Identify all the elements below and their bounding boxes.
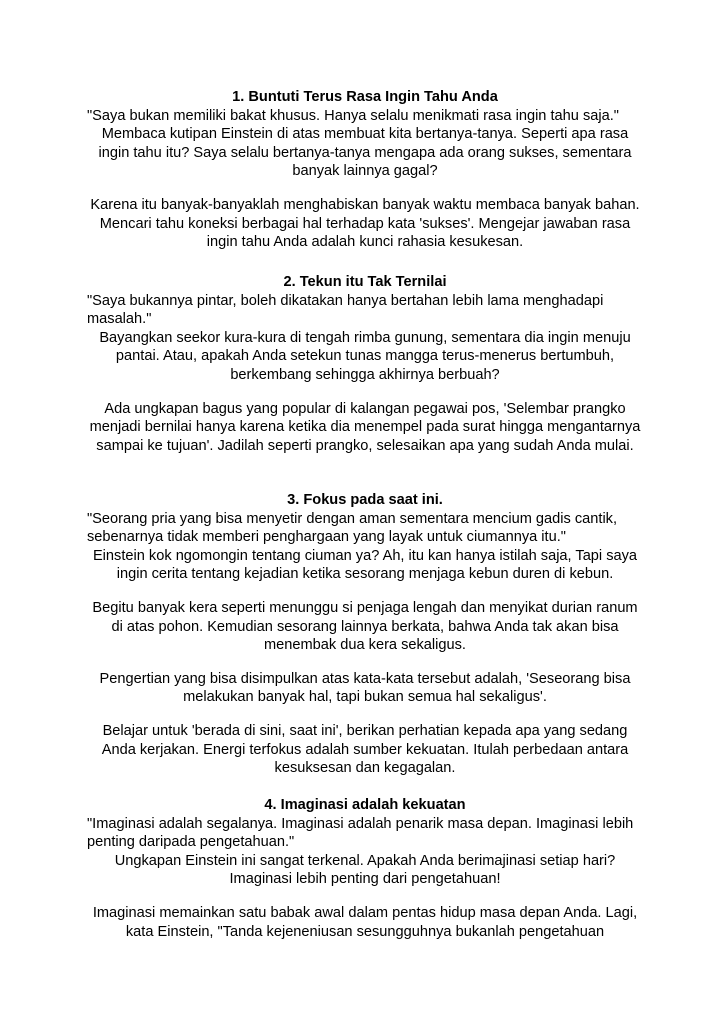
section-title: 3. Fokus pada saat ini. bbox=[287, 492, 443, 508]
section-title: 1. Buntuti Terus Rasa Ingin Tahu Anda bbox=[232, 89, 498, 105]
paragraph-gap bbox=[87, 889, 643, 904]
quote-line: "Saya bukannya pintar, boleh dikatakan hanya bertahan lebih lama menghadapi bbox=[87, 292, 604, 309]
paragraph-gap bbox=[87, 707, 643, 722]
quote-line: sebenarnya tidak memberi penghargaan yang layak untuk ciumannya itu." bbox=[87, 529, 566, 546]
paragraph-gap bbox=[87, 655, 643, 670]
quote-line: "Saya bukan memiliki bakat khusus. Hanya selalu menikmati rasa ingin tahu saja." bbox=[87, 107, 619, 124]
paragraph: Pengertian yang bisa disimpulkan atas kata-kata tersebut adalah, 'Seseorang bisa melakukan banyak hal, tapi bukan semua hal sekaligus'. bbox=[99, 670, 631, 706]
paragraph: Ada ungkapan bagus yang popular di kalangan pegawai pos, 'Selembar prangko menjadi bernilai hanya karena ketika dia menempel pada surat hingga mengantarnya sampai ke tujuan'. Jadilah seperti prangko, selesaikan apa yang sudah Anda mulai. bbox=[89, 400, 641, 454]
paragraph: Belajar untuk 'berada di sini, saat ini', berikan perhatian kepada apa yang sedang Anda kerjakan. Energi terfokus adalah sumber kekuatan. Itulah perbedaan antara kesuksesan dan kegagalan. bbox=[101, 722, 629, 777]
quote-line: masalah." bbox=[87, 311, 152, 328]
quote-line: "Seorang pria yang bisa menyetir dengan aman sementara mencium gadis cantik, bbox=[87, 510, 618, 527]
paragraph: Imaginasi memainkan satu babak awal dalam pentas hidup masa depan Anda. Lagi, kata Einstein, "Tanda kejeneniusan sesungguhnya bukanlah pengetahuan bbox=[92, 904, 638, 940]
paragraph-gap bbox=[87, 181, 643, 196]
quote-line: penting daripada pengetahuan." bbox=[87, 834, 295, 851]
paragraph-gap bbox=[87, 584, 643, 599]
paragraph: Ungkapan Einstein ini sangat terkenal. Apakah Anda berimajinasi setiap hari? Imaginasi lebih penting dari pengetahuan! bbox=[114, 852, 616, 888]
quote-line: "Imaginasi adalah segalanya. Imaginasi adalah penarik masa depan. Imaginasi lebih bbox=[87, 815, 634, 832]
section-title: 4. Imaginasi adalah kekuatan bbox=[264, 797, 466, 813]
section-3 bbox=[87, 491, 643, 778]
paragraph-gap bbox=[87, 385, 643, 400]
paragraph: Begitu banyak kera seperti menunggu si penjaga lengah dan menyikat durian ranum di atas pohon. Kemudian sesorang lainnya berkata, bahwa Anda tak akan bisa menembak dua kera sekaligus. bbox=[92, 599, 638, 654]
section-4 bbox=[87, 796, 643, 941]
paragraph: Einstein kok ngomongin tentang ciuman ya? Ah, itu kan hanya istilah saja, Tapi saya ingin cerita tentang kejadian ketika sesorang menjaga kebun duren di kebun. bbox=[92, 547, 638, 583]
section-2 bbox=[87, 273, 643, 455]
paragraph: Karena itu banyak-banyaklah menghabiskan banyak waktu membaca banyak bahan. Mencari tahu koneksi berbagai hal terhadap kata 'sukses'. Mengejar jawaban rasa ingin tahu Anda adalah kunci rahasia kesukesan. bbox=[90, 196, 640, 251]
paragraph: Membaca kutipan Einstein di atas membuat kita bertanya-tanya. Seperti apa rasa ingin tahu itu? Saya selalu bertanya-tanya mengapa ada orang sukses, sementara banyak lainnya gagal? bbox=[98, 126, 632, 180]
section-title: 2. Tekun itu Tak Ternilai bbox=[283, 274, 447, 290]
paragraph: Bayangkan seekor kura-kura di tengah rimba gunung, sementara dia ingin menuju pantai. Atau, apakah Anda setekun tunas mangga terus-menerus bertumbuh, berkembang sehingga akhirnya berbuah? bbox=[99, 329, 631, 383]
section-1 bbox=[87, 88, 643, 252]
